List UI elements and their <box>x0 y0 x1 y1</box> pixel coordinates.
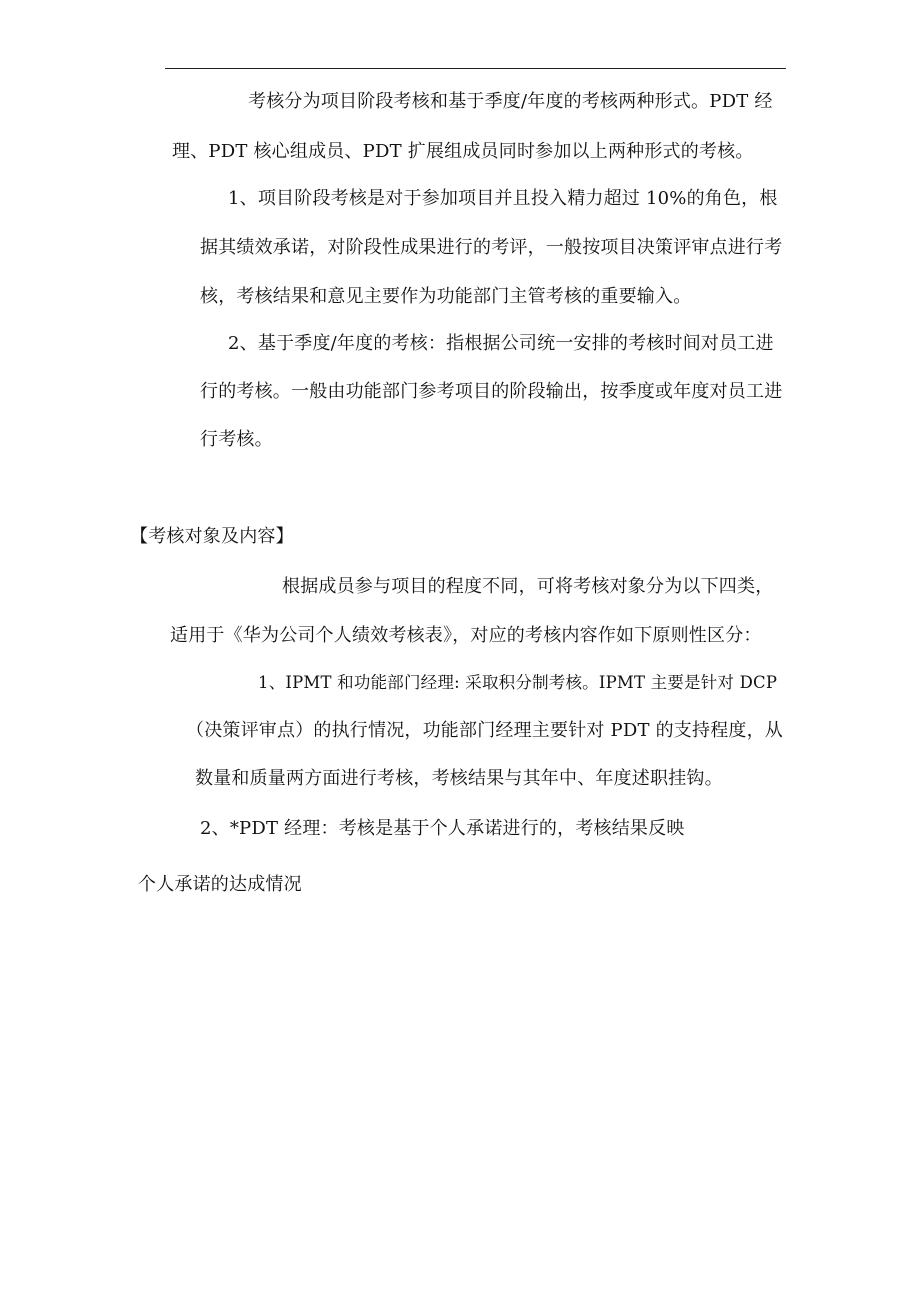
section-para-line-2: 适用于《华为公司个人绩效考核表》，对应的考核内容作如下原则性区分： <box>170 625 762 646</box>
point1-line-3: 数量和质量两方面进行考核，考核结果与其年中、年度述职挂钩。 <box>195 768 723 789</box>
point1-line-2: （决策评审点）的执行情况，功能部门经理主要针对 PDT 的支持程度，从 <box>186 720 783 741</box>
header-rule <box>165 68 786 69</box>
point2-line-2: 个人承诺的达成情况 <box>138 874 302 895</box>
intro-line-1: 考核分为项目阶段考核和基于季度/年度的考核两种形式。PDT 经 <box>248 91 773 112</box>
point1-line-1: 1、IPMT 和功能部门经理: 采取积分制考核。IPMT 主要是针对 DCP <box>258 673 778 692</box>
item1-line-2: 据其绩效承诺，对阶段性成果进行的考评，一般按项目决策评审点进行考 <box>200 237 783 258</box>
item2-line-1: 2、基于季度/年度的考核：指根据公司统一安排的考核时间对员工进 <box>228 333 774 354</box>
item1-line-1: 1、项目阶段考核是对于参加项目并且投入精力超过 10%的角色，根 <box>228 188 778 209</box>
item2-line-3: 行考核。 <box>200 429 273 450</box>
item2-line-2: 行的考核。一般由功能部门参考项目的阶段输出，按季度或年度对员工进 <box>200 381 783 402</box>
point2-line-1: 2、*PDT 经理：考核是基于个人承诺进行的，考核结果反映 <box>200 818 685 839</box>
section-heading: 【考核对象及内容】 <box>130 526 294 547</box>
intro-line-2: 理、PDT 核心组成员、PDT 扩展组成员同时参加以上两种形式的考核。 <box>172 141 754 162</box>
section-para-line-1: 根据成员参与项目的程度不同，可将考核对象分为以下四类， <box>282 576 774 597</box>
item1-line-3: 核，考核结果和意见主要作为功能部门主管考核的重要输入。 <box>200 286 692 307</box>
